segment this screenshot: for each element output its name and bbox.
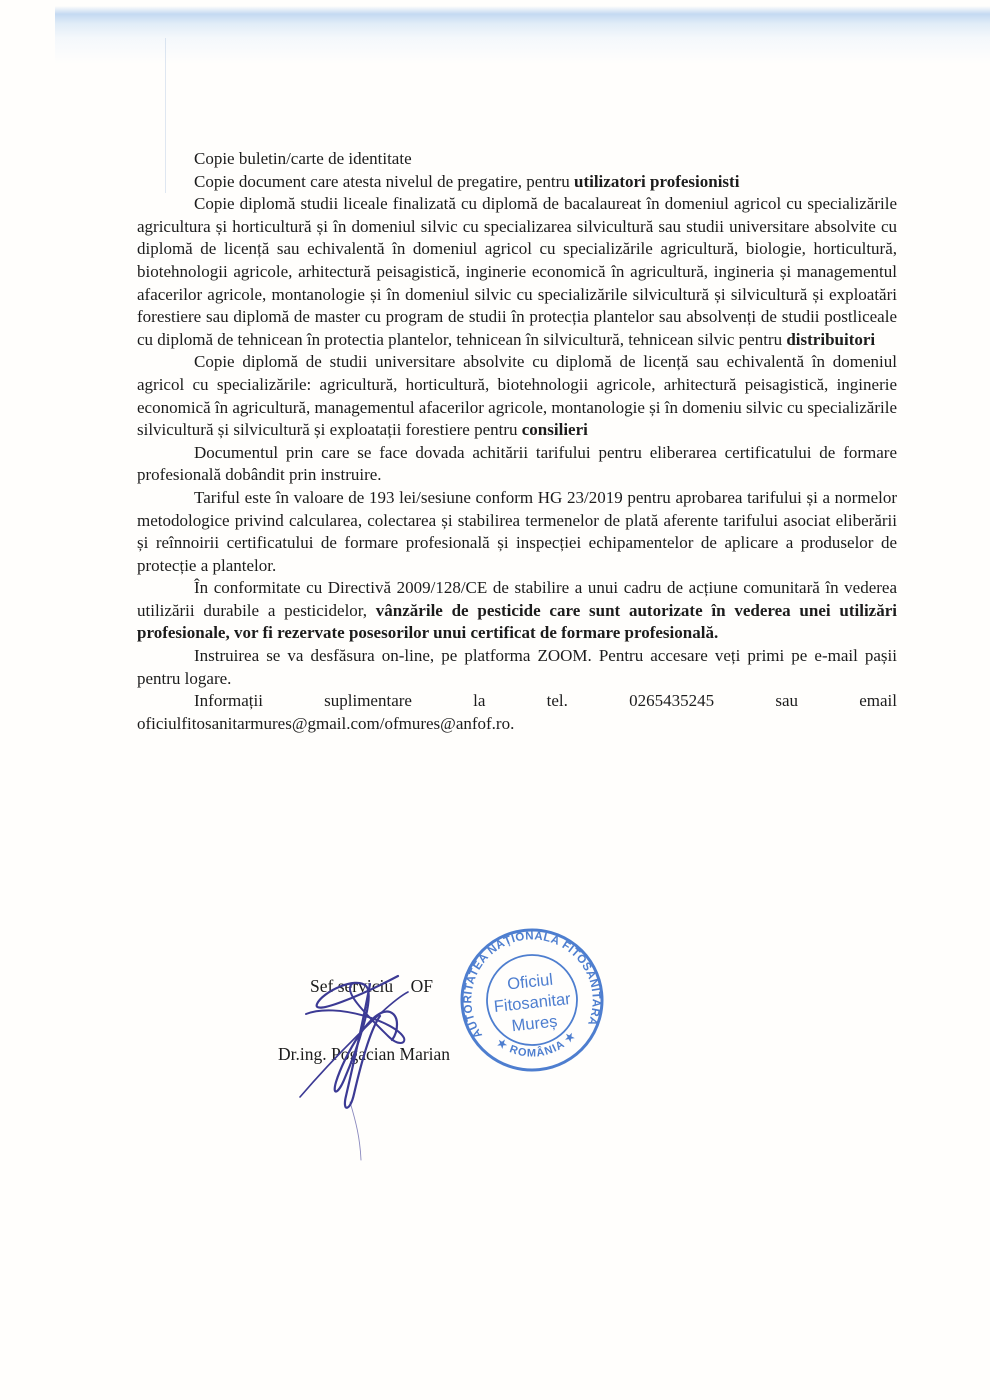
paragraph — [137, 351, 897, 441]
text-run: Instruirea se va desfăsura on-line, pe platforma ZOOM. Pentru accesare veți primi pe e-mail pașii pentru logare. — [137, 646, 897, 688]
paragraph — [137, 645, 897, 690]
official-stamp — [458, 926, 606, 1074]
bold-text-run: consilieri — [521, 420, 588, 440]
text-run: Tariful este în valoare de 193 lei/sesiune conform HG 23/2019 pentru aprobarea tarifului și a normelor metodologice privind calcularea, colectarea și stabilirea termenelor de plată aferente tarifului asociat eliberării și reînnoirii certificatului de formare profesională și inspecției echipamentelor de aplicare a produselor de protecție a plantelor. — [137, 487, 897, 575]
text-run: În conformitate cu Directivă 2009/128/CE de stabilire a unui cadru de acțiune comunitară în vederea utilizării durabile a pesticidelor, — [137, 578, 897, 620]
signature-name: Dr.ing. Pogacian Marian — [278, 1043, 451, 1064]
paragraph — [137, 193, 897, 351]
signature-title: Sef serviciu OF — [310, 976, 433, 996]
text-run: Copie diplomă studii liceale finalizată cu diplomă de bacalaureat în domeniul agricol cu specializările agricultura și horticultură și în domeniul silvic cu specializarea silvicultură sau studii universitare absolvite cu diplomă de licență sau echivalentă în domeniul agricol cu specializările agricultură, biologie, horticultură, biotehnologii agricole, arhitectură peisagistică, inginerie economică în agricultură, ingineria și managementul afacerilor agricole, montanologie și în domeniul silvic cu specializările silvicultură și silvicultură și exploatări forestiere sau diplomă de master cu program de studii în protecția plantelor sau absolvenți de studii postliceale cu diplomă de tehnicean în protectia plantelor, tehnicean în silvicultură, tehnicean silvic pentru — [137, 194, 897, 349]
document-body — [137, 148, 897, 735]
paragraph — [137, 487, 897, 577]
text-run: Copie buletin/carte de identitate — [194, 149, 412, 168]
paragraph-line: oficiulfitosanitarmures@gmail.com/ofmures@anfof.ro. — [137, 713, 515, 733]
signature-block — [278, 930, 450, 1110]
stamp-center-line-1: Oficiul — [506, 970, 554, 994]
stamp-bottom-text: ★ ROMÂNIA ★ — [494, 1029, 579, 1060]
scan-artifact-band — [55, 6, 990, 64]
paragraph — [137, 577, 897, 645]
paragraph — [137, 171, 897, 194]
paragraph-line: Informații suplimentare la tel. 0265435245 sau email — [194, 691, 897, 711]
stamp-center-line-2: Fitosanitar — [493, 990, 572, 1016]
bold-text-run: utilizatori profesionisti — [574, 171, 740, 191]
paragraph — [137, 148, 897, 171]
svg-text:★ ROMÂNIA ★ — [493, 1028, 580, 1063]
bold-text-run: vânzările de pesticide care sunt autorizate în vederea unei utilizări profesionale, vor fi rezervate posesorilor unui certificat de formare profesională. — [137, 600, 897, 643]
bold-text-run: distribuitori — [786, 329, 876, 349]
paragraph — [137, 690, 897, 735]
paragraph — [137, 442, 897, 487]
text-run: Copie diplomă de studii universitare absolvite cu diplomă de licență sau echivalentă în domeniul agricol cu specializările: agricultură, horticultură, biotehnologii agricole, arhitectură peisagistică, inginerie economică în agricultură, managementul afacerilor agricole, montanologie și în domeniu silvic cu specializările silvicultură și silvicultură și exploatații forestiere pentru — [137, 352, 897, 440]
stamp-ring-text: AUTORITATEA NAȚIONALĂ FITOSANITARĂ — [462, 930, 602, 1041]
text-run: Copie document care atesta nivelul de pregatire, pentru — [194, 171, 574, 191]
text-run: Documentul prin care se face dovada achitării tarifului pentru eliberarea certificatului de formare profesională dobândit prin instruire. — [137, 442, 897, 485]
stamp-center-line-3: Mureș — [510, 1012, 559, 1036]
